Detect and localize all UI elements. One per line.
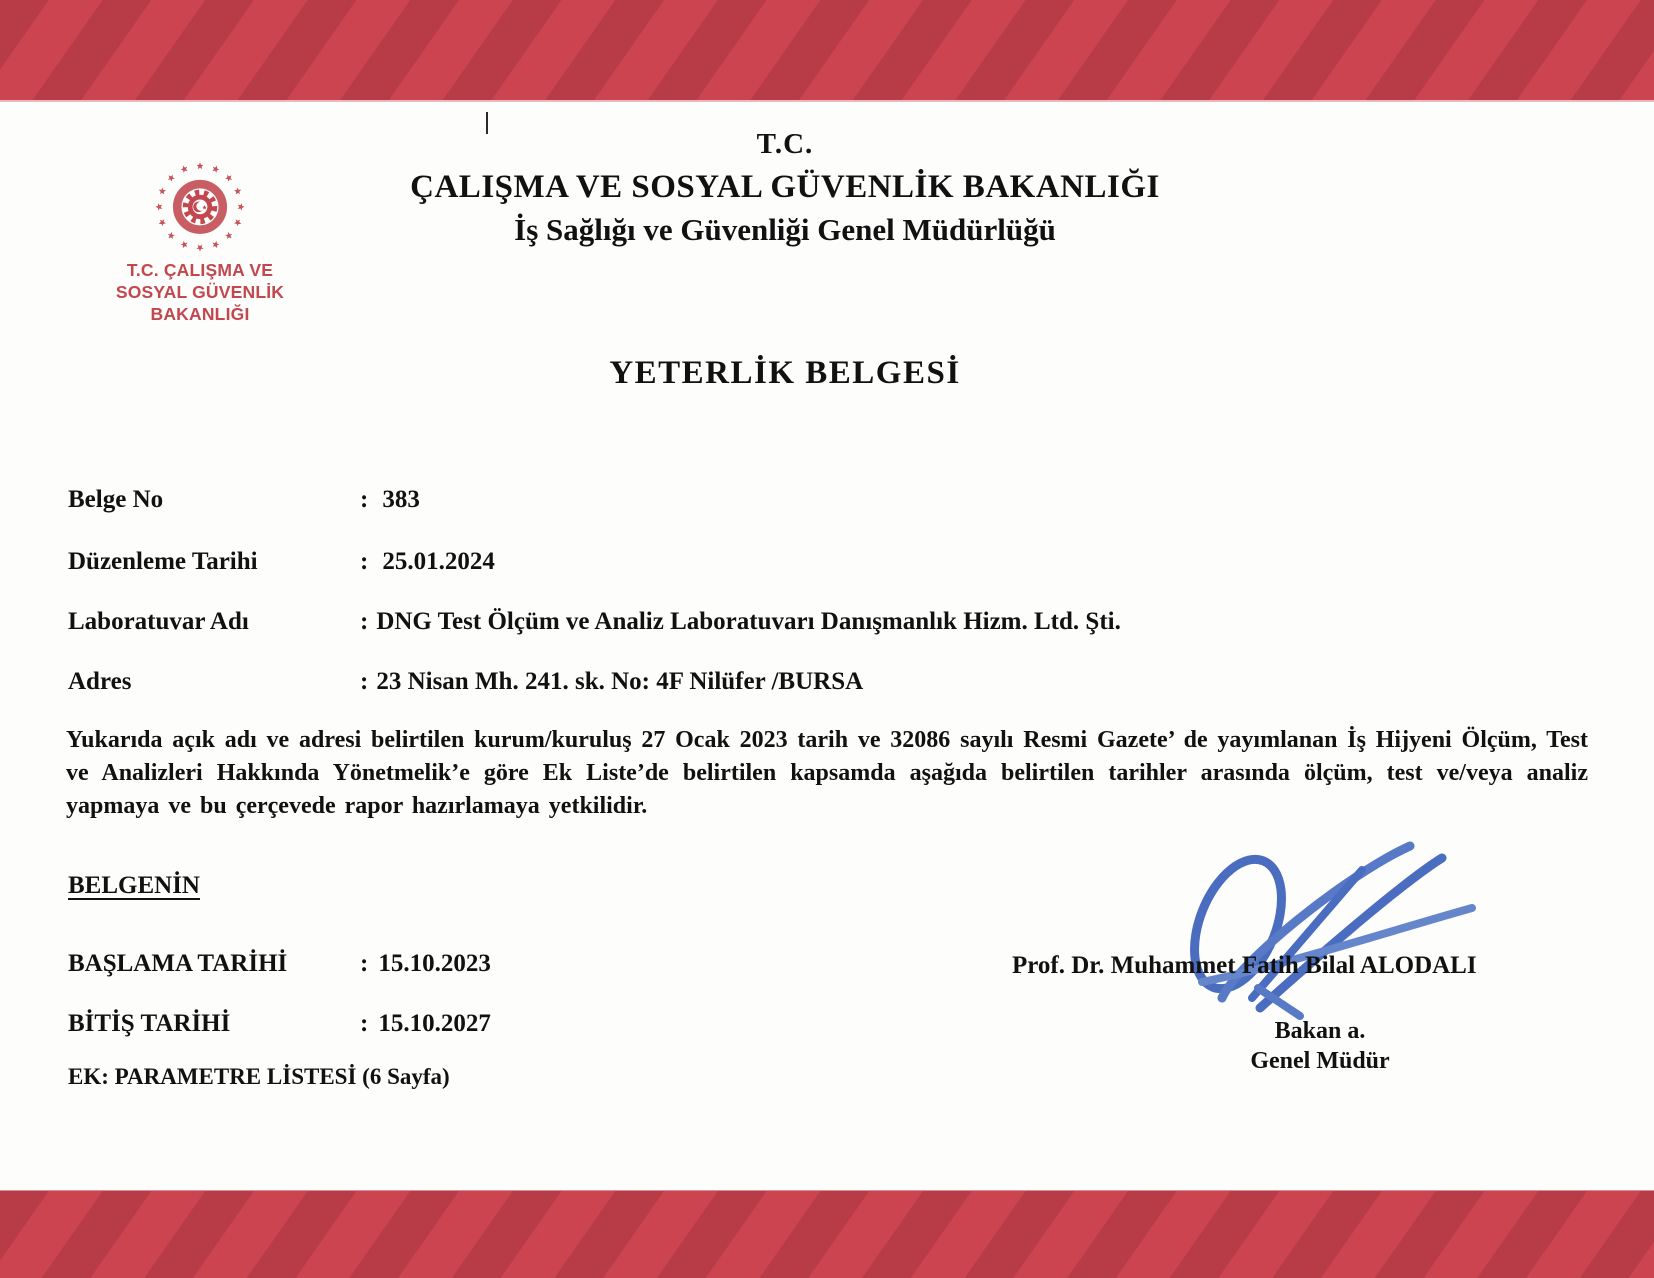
bottom-red-stripe-band [0, 1190, 1654, 1278]
letterhead-ministry: ÇALIŞMA VE SOSYAL GÜVENLİK BAKANLIĞI [410, 169, 1160, 205]
field-label: Düzenleme Tarihi [68, 548, 258, 575]
signatory-on-behalf: Bakan a. [1274, 1018, 1366, 1044]
letterhead-tc: T.C. [756, 128, 814, 160]
field-value: 25.01.2024 [382, 548, 495, 575]
logo-caption-line1: T.C. ÇALIŞMA VE [126, 260, 274, 280]
field-label: Laboratuvar Adı [68, 608, 249, 635]
letterhead [0, 128, 1570, 248]
signature-ink-icon [1110, 812, 1500, 1022]
colon: : [360, 668, 369, 695]
field-label: Belge No [68, 486, 164, 513]
letterhead-directorate: İş Sağlığı ve Güvenliği Genel Müdürlüğü [514, 212, 1056, 247]
colon: : [360, 608, 369, 635]
signatory-name: Prof. Dr. Muhammet Fatih Bilal ALODALI [1012, 952, 1477, 979]
field-row-duzenleme-tarihi [68, 548, 495, 576]
colon: : [360, 548, 369, 575]
field-row-laboratuvar-adi [68, 608, 1121, 636]
colon: : [360, 486, 369, 513]
field-value: 383 [382, 486, 420, 513]
logo-caption-line2: SOSYAL GÜVENLİK BAKANLIĞI [115, 281, 285, 324]
belgenin-heading: BELGENİN [68, 872, 200, 899]
document-title: YETERLİK BELGESİ [609, 355, 961, 391]
field-value: 15.10.2023 [378, 950, 491, 977]
field-value: 15.10.2027 [378, 1010, 491, 1037]
field-label: Adres [68, 668, 132, 695]
attachment-note: EK: PARAMETRE LİSTESİ (6 Sayfa) [68, 1064, 450, 1089]
signatory-title: Genel Müdür [1250, 1048, 1390, 1074]
field-row-adres [68, 668, 863, 696]
field-row-bitis-tarihi [68, 1010, 491, 1038]
field-row-baslama-tarihi [68, 950, 491, 978]
logo-caption [80, 260, 320, 326]
field-value: DNG Test Ölçüm ve Analiz Laboratuvarı Danışmanlık Hizm. Ltd. Şti. [376, 608, 1121, 635]
authorization-paragraph: Yukarıda açık adı ve adresi belirtilen kurum/kuruluş 27 Ocak 2023 tarih ve 32086 sayılı Resmi Gazete’ de yayımlanan İş Hijyeni Ölçüm, Test ve Analizleri Hakkında Yönetmelik’e göre Ek Liste’de belirtilen kapsamda aşağıda belirtilen tarihler arasında ölçüm, test ve/veya analiz yapmaya ve bu çerçevede rapor hazırlamaya yetkilidir. [66, 727, 1588, 819]
field-label: BİTİŞ TARİHİ [68, 1010, 231, 1037]
field-value: 23 Nisan Mh. 241. sk. No: 4F Nilüfer /BURSA [376, 668, 864, 695]
colon: : [360, 1010, 369, 1037]
top-red-stripe-band [0, 0, 1654, 102]
field-row-belge-no [68, 486, 420, 514]
colon: : [360, 950, 369, 977]
field-label: BAŞLAMA TARİHİ [68, 950, 288, 977]
